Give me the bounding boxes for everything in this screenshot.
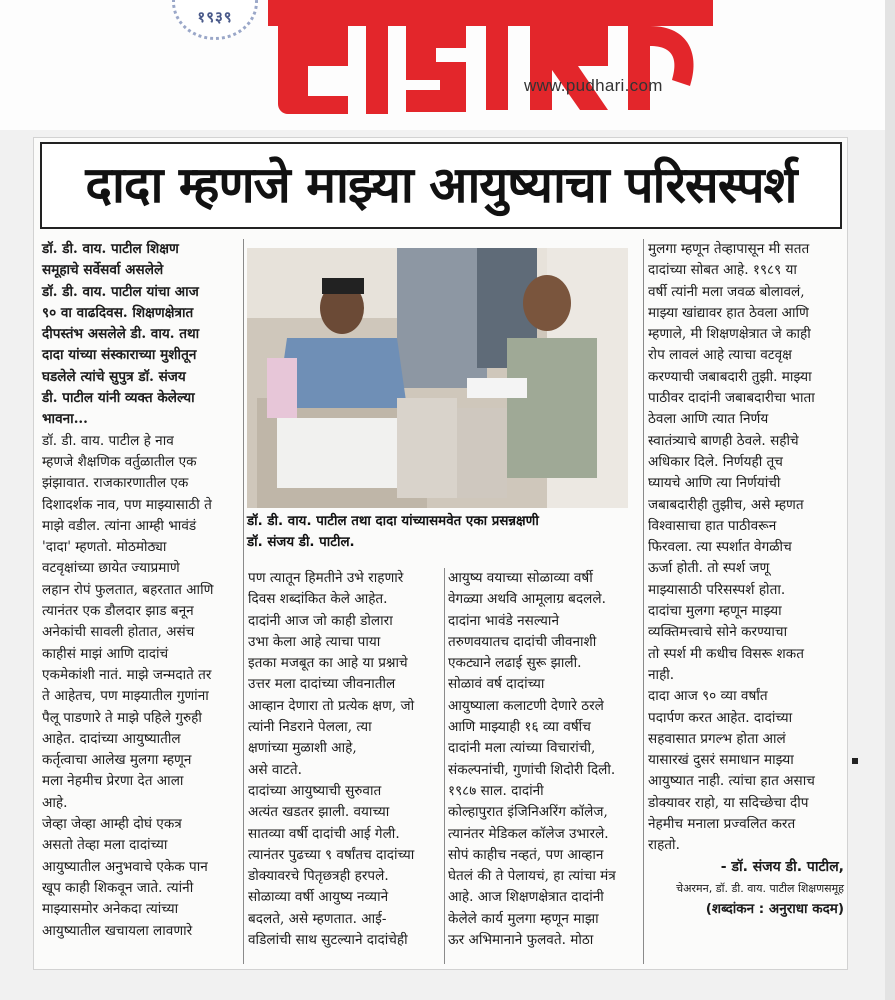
text-line: पण त्यातून हिमतीने उभे राहणारे (248, 570, 404, 586)
text-line: 'दादा' म्हणतो. मोठमोठ्या (42, 539, 167, 556)
text-line: सहवासात प्रगल्भ होता आलं (648, 730, 786, 747)
page-edge (885, 0, 895, 1000)
lead-line: डॉ. डी. वाय. पाटील यांचा आज (42, 283, 199, 300)
text-line: जेव्हा जेव्हा आम्ही दोघं एकत्र (42, 816, 182, 833)
caption-line: डॉ. डी. वाय. पाटील तथा दादा यांच्यासमवेत एका प्रसन्नक्षणी (247, 514, 539, 529)
text-line: जबाबदारीही तुझीच, असे म्हणत (648, 496, 804, 513)
text-line: मला नेहमीच प्रेरणा देत आला (42, 773, 184, 790)
article-headline: दादा म्हणजे माझ्या आयुष्याचा परिसस्पर्श (85, 156, 797, 214)
text-line: ऊर अभिमानाने फुलवते. मोठा (448, 932, 594, 949)
text-line: विश्वासाचा हात पाठीवरून (648, 517, 777, 534)
text-line: अनेकांची सावली होतात, असंच (42, 624, 195, 641)
lead-line: दीपस्तंभ असलेले डी. वाय. तथा (42, 326, 200, 343)
text-line: वडिलांची साथ सुटल्याने दादांचेही (248, 932, 408, 949)
text-line: माझ्यासमोर अनेकदा त्यांच्या (42, 901, 179, 918)
text-line: त्यानंतर एक डौलदार झाड बनून (42, 603, 194, 620)
text-line: दादांच्या आयुष्याची सुरुवात (248, 782, 382, 799)
text-line: आयुष्य वयाच्या सोळाव्या वर्षी (448, 570, 593, 586)
text-line: मुलगा म्हणून तेव्हापासून मी सतत (648, 241, 810, 257)
column-4 (648, 239, 844, 921)
text-line: दिवस शब्दांकित केले आहेत. (248, 591, 388, 608)
caption-line: डॉ. संजय डी. पाटील. (247, 535, 355, 550)
text-line: दादांच्या सोबत आहे. १९८९ या (648, 262, 797, 279)
article-photo (247, 248, 628, 508)
text-line: १९८७ साल. दादांनी (448, 782, 544, 799)
text-line: आहे. (42, 794, 68, 811)
text-line: आयुष्यातील खचायला लावणारे (42, 922, 193, 939)
text-line: संकल्पनांची, गुणांची शिदोरी दिली. (448, 761, 616, 778)
text-line: ठेवला आणि त्यात निर्णय (648, 411, 769, 428)
text-line: माझे वडील. त्यांना आम्ही भावंडं (42, 517, 197, 534)
text-line: उत्तर मला दादांच्या जीवनातील (248, 676, 396, 693)
photo-caption (247, 511, 637, 553)
text-line: सोपं काहीच नव्हतं, पण आव्हान (448, 846, 604, 863)
text-line: दिशादर्शक नाव, पण माझ्यासाठी ते (42, 496, 212, 513)
article-clipping (33, 137, 848, 970)
text-line: व्यक्तिमत्त्वाचे सोने करण्याचा (648, 624, 788, 641)
text-line: ते आहेतच, पण माझ्यातील गुणांना (42, 688, 209, 705)
lead-line: ९० वा वाढदिवस. शिक्षणक्षेत्रात (42, 304, 194, 321)
column-2 (248, 568, 444, 951)
text-line: दादांचा मुलगा म्हणून माझ्या (648, 603, 782, 620)
text-line: दादांनी आज जो काही डोलारा (248, 612, 393, 629)
text-line: कोल्हापुरात इंजिनिअरिंग कॉलेज, (448, 804, 608, 821)
lead-line: भावना... (42, 411, 88, 428)
text-line: आहे. आज शिक्षणक्षेत्रात दादांनी (448, 889, 604, 906)
text-line: कर्तृत्वाचा आलेख मुलगा म्हणून (42, 752, 192, 769)
lead-line: डी. पाटील यांनी व्यक्त केलेल्या (42, 390, 195, 407)
text-line: आहेत. दादांच्या आयुष्यातील (42, 730, 181, 747)
text-line: पैलू पाडणारे ते माझे पहिले गुरुही (42, 709, 202, 726)
text-line: तो स्पर्श मी कधीच विसरू शकत (648, 645, 804, 662)
text-line: करण्याची जबाबदारी तुझी. माझ्या (648, 368, 812, 385)
text-line: दादा आज ९० व्या वर्षांत (648, 688, 768, 705)
text-line: वटवृक्षांच्या छायेत ज्याप्रमाणे (42, 560, 180, 577)
text-line: पदार्पण करत आहेत. दादांच्या (648, 709, 793, 726)
pudhari-logo (268, 0, 713, 114)
text-line: सोळावं वर्ष दादांच्या (448, 676, 545, 693)
column-rule (243, 239, 244, 964)
transcription-credit: (शब्दांकन : अनुराधा कदम) (705, 901, 844, 918)
text-line: अधिकार दिले. निर्णयही तूच (648, 453, 783, 470)
text-line: काहीसं माझं आणि दादांचं (42, 645, 169, 662)
text-line: स्वातंत्र्याचे बाणही ठेवले. सहीचे (648, 432, 799, 449)
text-line: माझ्यासाठी परिसस्पर्श होता. (648, 581, 786, 598)
text-line: त्यानंतर पुढच्या ९ वर्षांतच दादांच्या (248, 846, 415, 863)
text-line: आव्हान देणारा तो प्रत्येक क्षण, जो (248, 697, 415, 714)
text-line: म्हणजे शैक्षणिक वर्तुळातील एक (42, 453, 197, 470)
website-url: www.pudhari.com (524, 76, 663, 95)
text-line: आयुष्याला कलाटणी देणारे ठरले (448, 697, 604, 714)
text-line: म्हणाले, मी शिक्षणक्षेत्रात जे काही (648, 326, 811, 343)
text-line: त्यानंतर मेडिकल कॉलेज उभारले. (448, 825, 609, 842)
author-designation: चेअरमन, डॉ. डी. वाय. पाटील शिक्षणसमूह (676, 881, 844, 895)
text-line: राहतो. (648, 837, 680, 854)
lead-line: समूहाचे सर्वेसर्वा असलेले (42, 262, 164, 279)
text-line: डॉ. डी. वाय. पाटील हे नाव (42, 432, 174, 449)
lead-line: घडलेले त्यांचे सुपुत्र डॉ. संजय (42, 368, 186, 385)
text-line: असे वाटते. (248, 761, 302, 778)
seal-year: १९३९ (197, 8, 233, 26)
text-line: आयुष्यात नाही. त्यांचा हात असाच (648, 773, 815, 790)
text-line: बदलते, असे म्हणतात. आई- (248, 910, 387, 927)
text-line: झंझावात. राजकारणातील एक (42, 475, 189, 492)
text-line: इतका मजबूत का आहे या प्रश्नाचे (248, 655, 408, 672)
column-1 (42, 239, 238, 942)
text-line: असतो तेव्हा मला दादांच्या (42, 837, 168, 854)
text-line: आयुष्यातील अनुभवाचे एकेक पान (42, 858, 208, 875)
text-line: घ्यायचे आणि त्या निर्णयांची (648, 475, 781, 492)
text-line: वर्षी त्यांनी मला जवळ बोलावलं, (648, 283, 805, 300)
text-line: त्यांनी निडराने पेलला, त्या (248, 719, 372, 736)
text-line: रोप लावलं आहे त्याचा वटवृक्ष (648, 347, 792, 364)
column-3 (448, 568, 644, 951)
column-rule (444, 568, 445, 964)
text-line: दादांनी मला त्यांच्या विचारांची, (448, 740, 596, 757)
text-line: डोक्यावरचे पितृछत्रही हरपले. (248, 868, 389, 885)
text-line: फिरवला. त्या स्पर्शात वेगळीच (648, 539, 792, 556)
margin-mark (852, 758, 858, 764)
text-line: अत्यंत खडतर झाली. वयाच्या (248, 804, 390, 821)
text-line: सातव्या वर्षी दादांची आई गेली. (248, 825, 400, 842)
text-line: घेतलं की ते पेलायचं, हा त्यांचा मंत्र (448, 868, 616, 885)
text-line: ऊर्जा होती. तो स्पर्श जणू (648, 560, 770, 577)
text-line: पाठीवर दादांनी जबाबदारीचा भाता (648, 390, 815, 407)
text-line: खूप काही शिकवून जाते. त्यांनी (42, 879, 194, 896)
text-line: एकट्याने लढाई सुरू झाली. (448, 655, 582, 672)
text-line: नाही. (648, 666, 675, 683)
headline-box (40, 142, 842, 229)
text-line: तरुणवयातच दादांची जीवनाशी (448, 633, 597, 650)
text-line: एकमेकांशी नातं. माझे जन्मदाते तर (42, 666, 212, 683)
lead-line: डॉ. डी. वाय. पाटील शिक्षण (42, 241, 179, 257)
text-line: माझ्या खांद्यावर हात ठेवला आणि (648, 304, 809, 321)
lead-line: दादा यांच्या संस्काराच्या मुशीतून (42, 347, 197, 364)
newspaper-masthead (0, 0, 895, 130)
text-line: डोक्यावर राहो, या सदिच्छेचा दीप (648, 794, 809, 811)
text-line: वेगळ्या अथवि आमूलाग्र बदलले. (448, 591, 606, 608)
text-line: नेहमीच मनाला प्रज्वलित करत (648, 816, 796, 833)
text-line: लहान रोपं फुलतात, बहरतात आणि (42, 581, 214, 598)
text-line: आणि माझ्याही १६ व्या वर्षीच (448, 719, 591, 736)
masthead-seal (172, 0, 258, 40)
text-line: उभा केला आहे त्याचा पाया (248, 633, 381, 650)
text-line: केलेले कार्य मुलगा म्हणून माझा (448, 910, 599, 927)
author-signature: - डॉ. संजय डी. पाटील, (720, 858, 844, 875)
text-line: सोळाव्या वर्षी आयुष्य नव्याने (248, 889, 389, 906)
text-line: यासारखं दुसरं समाधान माझ्या (648, 752, 794, 769)
text-line: दादांना भावंडे नसल्याने (448, 612, 559, 629)
text-line: क्षणांच्या मुळाशी आहे, (248, 740, 357, 757)
